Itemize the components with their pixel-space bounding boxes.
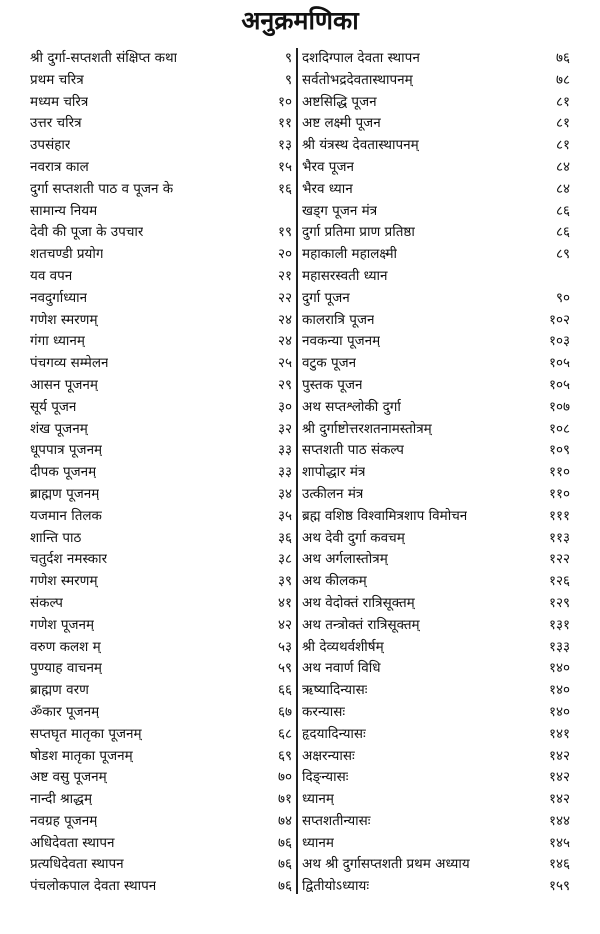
toc-entry-title: सूर्य पूजन xyxy=(30,398,77,415)
toc-entry-page: १०२ xyxy=(548,311,570,328)
page-title: अनुक्रमणिका xyxy=(241,6,359,35)
toc-entry-title: ब्राह्मण पूजनम् xyxy=(30,485,100,502)
toc-entry-page: १४० xyxy=(548,660,570,677)
toc-entry xyxy=(30,767,292,789)
toc-entry-page: ७० xyxy=(277,769,292,786)
toc-entry xyxy=(30,244,292,266)
toc-entry xyxy=(30,833,292,855)
toc-entry xyxy=(30,157,292,179)
toc-entry xyxy=(302,637,570,659)
toc-entry-page: ७६ xyxy=(277,856,292,873)
toc-entry-title: गंगा ध्यानम् xyxy=(30,333,85,350)
toc-entry xyxy=(30,222,292,244)
toc-entry-title: शान्ति पाठ xyxy=(30,529,82,546)
toc-entry xyxy=(302,135,570,157)
toc-entry-title: श्री देव्यथर्वशीर्षम् xyxy=(302,638,384,655)
toc-entry-title: ध्यानम xyxy=(302,834,334,851)
toc-entry xyxy=(30,528,292,550)
toc-entry-page: ३० xyxy=(277,398,292,415)
toc-right-column xyxy=(302,48,570,898)
toc-entry-page: १४४ xyxy=(548,812,570,829)
toc-entry-title: अथ नवार्ण विधि xyxy=(302,660,381,677)
toc-entry-title: ऋष्यादिन्यासः xyxy=(302,682,368,699)
toc-entry-page: १९ xyxy=(277,224,292,241)
toc-entry-page: १२२ xyxy=(548,551,570,568)
toc-entry-page: २० xyxy=(277,246,292,263)
toc-entry xyxy=(30,440,292,462)
toc-entry-title: प्रथम चरित्र xyxy=(30,71,84,88)
toc-entry-title: महाकाली महालक्ष्मी xyxy=(302,246,398,263)
toc-entry-title: वटुक पूजन xyxy=(302,355,357,372)
toc-entry-title: सप्तशतीन्यासः xyxy=(302,812,371,829)
toc-entry-title: अथ श्री दुर्गासप्तशती प्रथम अध्याय xyxy=(302,856,470,873)
toc-entry xyxy=(302,549,570,571)
toc-entry-page: १४२ xyxy=(548,769,570,786)
toc-entry xyxy=(30,549,292,571)
toc-entry-page: ५९ xyxy=(277,660,292,677)
toc-entry-page: ५३ xyxy=(277,638,292,655)
toc-entry-title: आसन पूजनम् xyxy=(30,376,98,393)
toc-entry-page: १४२ xyxy=(548,791,570,808)
toc-entry xyxy=(30,266,292,288)
toc-entry-page: ७१ xyxy=(277,791,292,808)
toc-entry xyxy=(30,789,292,811)
toc-entry xyxy=(302,244,570,266)
toc-entry xyxy=(30,658,292,680)
toc-entry-title: षोडश मातृका पूजनम् xyxy=(30,747,133,764)
toc-entry-page: १३३ xyxy=(548,638,570,655)
toc-entry xyxy=(30,484,292,506)
toc-entry xyxy=(30,70,292,92)
toc-entry-title: सर्वतोभद्रदेवतास्थापनम् xyxy=(302,71,413,88)
toc-entry xyxy=(302,179,570,201)
toc-entry-page: १३ xyxy=(277,137,292,154)
toc-entry xyxy=(302,331,570,353)
toc-entry-page: ११० xyxy=(548,485,570,502)
toc-entry-page: ३२ xyxy=(277,420,292,437)
toc-entry-title: संकल्प xyxy=(30,594,63,611)
toc-entry xyxy=(302,658,570,680)
toc-left-column xyxy=(30,48,292,898)
toc-entry-title: गणेश स्मरणम् xyxy=(30,311,98,328)
toc-entry xyxy=(302,702,570,724)
toc-entry-page: ९ xyxy=(284,50,292,66)
toc-entry-page: ७४ xyxy=(277,812,292,829)
toc-entry-page: ९ xyxy=(284,71,292,88)
toc-entry-title: दुर्गा पूजन xyxy=(302,289,350,306)
toc-entry-page: १०५ xyxy=(548,376,570,393)
toc-entry-title: प्रत्यधिदेवता स्थापन xyxy=(30,856,124,873)
toc-entry xyxy=(302,375,570,397)
toc-entry-page: ३३ xyxy=(277,442,292,459)
toc-entry-page: ३६ xyxy=(277,529,292,546)
toc-entry-title: अथ तन्त्रोक्तं रात्रिसूक्तम् xyxy=(302,616,420,633)
toc-entry-title: अक्षरन्यासः xyxy=(302,747,355,764)
toc-entry-page: १६ xyxy=(277,180,292,197)
toc-entry-title: यजमान तिलक xyxy=(30,507,102,524)
toc-entry-title: ध्यानम् xyxy=(302,791,334,808)
toc-entry-page: ३३ xyxy=(277,464,292,481)
toc-entry-page: ८१ xyxy=(555,115,570,132)
toc-entry xyxy=(302,615,570,637)
toc-entry-title: चतुर्दश नमस्कार xyxy=(30,551,108,568)
toc-entry xyxy=(30,201,292,223)
toc-entry-title: गणेश पूजनम् xyxy=(30,616,95,633)
toc-entry xyxy=(302,484,570,506)
toc-entry xyxy=(302,419,570,441)
toc-entry xyxy=(302,528,570,550)
toc-entry-title: अष्ट लक्ष्मी पूजन xyxy=(302,115,381,132)
toc-entry-page: १४० xyxy=(548,703,570,720)
toc-entry xyxy=(302,440,570,462)
toc-entry-title: ॐकार पूजनम् xyxy=(30,703,100,720)
toc-entry xyxy=(30,854,292,876)
toc-entry xyxy=(302,462,570,484)
toc-entry xyxy=(302,310,570,332)
toc-entry xyxy=(302,854,570,876)
toc-entry xyxy=(302,724,570,746)
toc-entry-title: धूपपात्र पूजनम् xyxy=(30,442,103,459)
toc-entry xyxy=(30,375,292,397)
toc-entry-title: द्वितीयोऽध्यायः xyxy=(302,878,370,895)
toc-entry-title: श्री दुर्गाष्टोत्तरशतनामस्तोत्रम् xyxy=(302,420,432,437)
toc-entry-title: दुर्गा सप्तशती पाठ व पूजन के xyxy=(30,180,174,197)
toc-entry xyxy=(30,113,292,135)
toc-entry-title: मध्यम चरित्र xyxy=(30,93,89,110)
toc-entry xyxy=(302,767,570,789)
toc-entry-page: १५९ xyxy=(548,878,570,895)
toc-entry xyxy=(302,397,570,419)
toc-entry-page: १३१ xyxy=(548,616,570,633)
toc-entry-page: १०९ xyxy=(548,442,570,459)
toc-entry-title: पुस्तक पूजन xyxy=(302,376,363,393)
toc-entry-page: ८६ xyxy=(555,224,570,241)
toc-entry-page: १० xyxy=(277,93,292,110)
toc-entry-page: ६७ xyxy=(277,703,292,720)
toc-entry-page: १४५ xyxy=(548,834,570,851)
toc-entry xyxy=(30,331,292,353)
toc-entry xyxy=(302,789,570,811)
toc-entry-page: ३५ xyxy=(277,507,292,524)
toc-entry xyxy=(302,201,570,223)
toc-entry-title: सामान्य नियम xyxy=(30,202,98,219)
toc-entry-title: करन्यासः xyxy=(302,703,346,720)
toc-entry-title: दिङ्न्यासः xyxy=(302,769,349,786)
toc-entry-page: ११ xyxy=(277,115,292,132)
toc-entry-title: अधिदेवता स्थापन xyxy=(30,834,115,851)
toc-entry-page: ३४ xyxy=(277,485,292,502)
toc-entry-page: ७६ xyxy=(277,834,292,851)
toc-entry-page: १४६ xyxy=(548,856,570,873)
toc-entry-page: ११३ xyxy=(548,529,570,546)
toc-entry-title: पुण्याह वाचनम् xyxy=(30,660,103,677)
toc-entry xyxy=(30,179,292,201)
toc-entry-page: ८१ xyxy=(555,137,570,154)
toc-entry-title: हृदयादिन्यासः xyxy=(302,725,366,742)
toc-entry-title: उपसंहार xyxy=(30,137,71,154)
toc-entry xyxy=(30,593,292,615)
toc-entry-title: अथ कीलकम् xyxy=(302,573,367,590)
toc-entry-title: शंख पूजनम् xyxy=(30,420,88,437)
toc-entry-title: नवरात्र काल xyxy=(30,158,89,175)
toc-entry xyxy=(302,113,570,135)
toc-entry-title: शापोद्धार मंत्र xyxy=(302,464,366,481)
toc-entry-page: २५ xyxy=(277,355,292,372)
toc-entry-page: १५ xyxy=(277,158,292,175)
toc-entry-title: महासरस्वती ध्यान xyxy=(302,267,388,284)
toc-entry xyxy=(30,92,292,114)
toc-entry xyxy=(302,288,570,310)
toc-entry-title: अथ देवी दुर्गा कवचम् xyxy=(302,529,405,546)
toc-entry-page: ८६ xyxy=(555,202,570,219)
toc-entry-title: पंचगव्य सम्मेलन xyxy=(30,355,109,372)
toc-entry-page: ८४ xyxy=(555,180,570,197)
toc-entry-title: अष्टसिद्धि पूजन xyxy=(302,93,377,110)
toc-entry-title: यव वपन xyxy=(30,267,73,284)
toc-entry-page: २४ xyxy=(277,311,292,328)
toc-entry xyxy=(30,637,292,659)
toc-entry-title: नवग्रह पूजनम् xyxy=(30,812,98,829)
toc-entry-title: शतचण्डी प्रयोग xyxy=(30,246,104,263)
toc-entry xyxy=(302,92,570,114)
toc-entry-title: अथ सप्तश्लोकी दुर्गा xyxy=(302,398,401,415)
toc-entry-title: सप्तशती पाठ संकल्प xyxy=(302,442,404,459)
toc-entry xyxy=(30,310,292,332)
toc-entry xyxy=(30,506,292,528)
toc-entry-title: भैरव पूजन xyxy=(302,158,354,175)
toc-entry-page: २९ xyxy=(277,376,292,393)
toc-entry-page: ७६ xyxy=(277,878,292,895)
column-divider xyxy=(296,48,298,894)
toc-entry xyxy=(30,680,292,702)
toc-entry xyxy=(30,48,292,70)
toc-entry-title: दशदिग्पाल देवता स्थापन xyxy=(302,50,420,66)
toc-entry xyxy=(302,266,570,288)
toc-entry-title: वरुण कलश म् xyxy=(30,638,101,655)
toc-entry xyxy=(302,157,570,179)
toc-entry-title: गणेश स्मरणम् xyxy=(30,573,98,590)
toc-entry-page: ७६ xyxy=(555,50,570,66)
toc-entry-title: भैरव ध्यान xyxy=(302,180,353,197)
toc-entry-page: ६६ xyxy=(277,682,292,699)
toc-entry-page: ८१ xyxy=(555,93,570,110)
toc-entry xyxy=(302,680,570,702)
toc-entry-page: ४२ xyxy=(277,616,292,633)
toc-entry xyxy=(30,811,292,833)
toc-entry xyxy=(302,353,570,375)
toc-entry xyxy=(30,135,292,157)
toc-entry-page: ७८ xyxy=(555,71,570,88)
toc-entry-title: नान्दी श्राद्धम् xyxy=(30,791,93,808)
toc-entry-page: १४२ xyxy=(548,747,570,764)
toc-entry-page: ६९ xyxy=(277,747,292,764)
toc-entry-page: १०३ xyxy=(548,333,570,350)
toc-entry-title: अथ अर्गलास्तोत्रम् xyxy=(302,551,388,568)
toc-entry xyxy=(302,571,570,593)
toc-entry-title: उत्कीलन मंत्र xyxy=(302,485,364,502)
toc-entry xyxy=(30,571,292,593)
toc-entry-title: उत्तर चरित्र xyxy=(30,115,82,132)
toc-entry-page: १०५ xyxy=(548,355,570,372)
toc-entry xyxy=(30,353,292,375)
toc-entry xyxy=(302,811,570,833)
toc-entry-title: श्री दुर्गा-सप्तशती संक्षिप्त कथा xyxy=(30,50,178,66)
toc-entry-page: २१ xyxy=(277,267,292,284)
toc-entry-page: २२ xyxy=(277,289,292,306)
toc-entry-page: ४१ xyxy=(277,594,292,611)
toc-entry-title: नवकन्या पूजनम् xyxy=(302,333,381,350)
toc-entry xyxy=(302,746,570,768)
toc-entry xyxy=(30,724,292,746)
toc-entry-page: ६८ xyxy=(277,725,292,742)
toc-entry-page: ८९ xyxy=(555,246,570,263)
toc-entry-page: ९० xyxy=(555,289,570,306)
toc-entry xyxy=(302,48,570,70)
toc-entry-page: १०७ xyxy=(548,398,570,415)
toc-entry-title: खड्ग पूजन मंत्र xyxy=(302,202,378,219)
toc-entry-title: श्री यंत्रस्थ देवतास्थापनम् xyxy=(302,137,419,154)
toc-entry-page: १२९ xyxy=(548,594,570,611)
toc-entry-page: १४० xyxy=(548,682,570,699)
toc-entry xyxy=(30,702,292,724)
toc-entry xyxy=(30,876,292,898)
toc-entry-page: १४१ xyxy=(548,725,570,742)
toc-entry-title: नवदुर्गाध्यान xyxy=(30,289,88,306)
toc-entry xyxy=(302,593,570,615)
toc-entry xyxy=(302,506,570,528)
toc-entry xyxy=(30,419,292,441)
toc-entry-title: दीपक पूजनम् xyxy=(30,464,97,481)
toc-entry-title: अष्ट वसु पूजनम् xyxy=(30,769,107,786)
toc-entry xyxy=(30,615,292,637)
toc-entry xyxy=(302,222,570,244)
toc-entry-title: सप्तघृत मातृका पूजनम् xyxy=(30,725,142,742)
toc-entry-page: ३८ xyxy=(277,551,292,568)
toc-entry-title: अथ वेदोक्तं रात्रिसूक्तम् xyxy=(302,594,415,611)
toc-entry-title: पंचलोकपाल देवता स्थापन xyxy=(30,878,157,895)
toc-entry-title: दुर्गा प्रतिमा प्राण प्रतिष्ठा xyxy=(302,224,415,241)
toc-entry xyxy=(302,70,570,92)
toc-entry xyxy=(30,462,292,484)
toc-entry-title: ब्रह्म वशिष्ठ विश्वामित्रशाप विमोचन xyxy=(302,507,468,524)
toc-entry-page: १११ xyxy=(548,507,570,524)
toc-entry xyxy=(30,746,292,768)
toc-entry-title: देवी की पूजा के उपचार xyxy=(30,224,144,241)
toc-entry-title: कालरात्रि पूजन xyxy=(302,311,375,328)
toc-entry-page: ११० xyxy=(548,464,570,481)
toc-entry xyxy=(30,288,292,310)
toc-entry-title: ब्राह्मण वरण xyxy=(30,682,89,699)
toc-entry-page: ८४ xyxy=(555,158,570,175)
toc-entry xyxy=(302,876,570,898)
toc-entry-page: ३९ xyxy=(277,573,292,590)
toc-entry-page: २४ xyxy=(277,333,292,350)
toc-entry-page: १०८ xyxy=(548,420,570,437)
toc-entry xyxy=(30,397,292,419)
toc-entry-page: १२६ xyxy=(548,573,570,590)
toc-entry xyxy=(302,833,570,855)
